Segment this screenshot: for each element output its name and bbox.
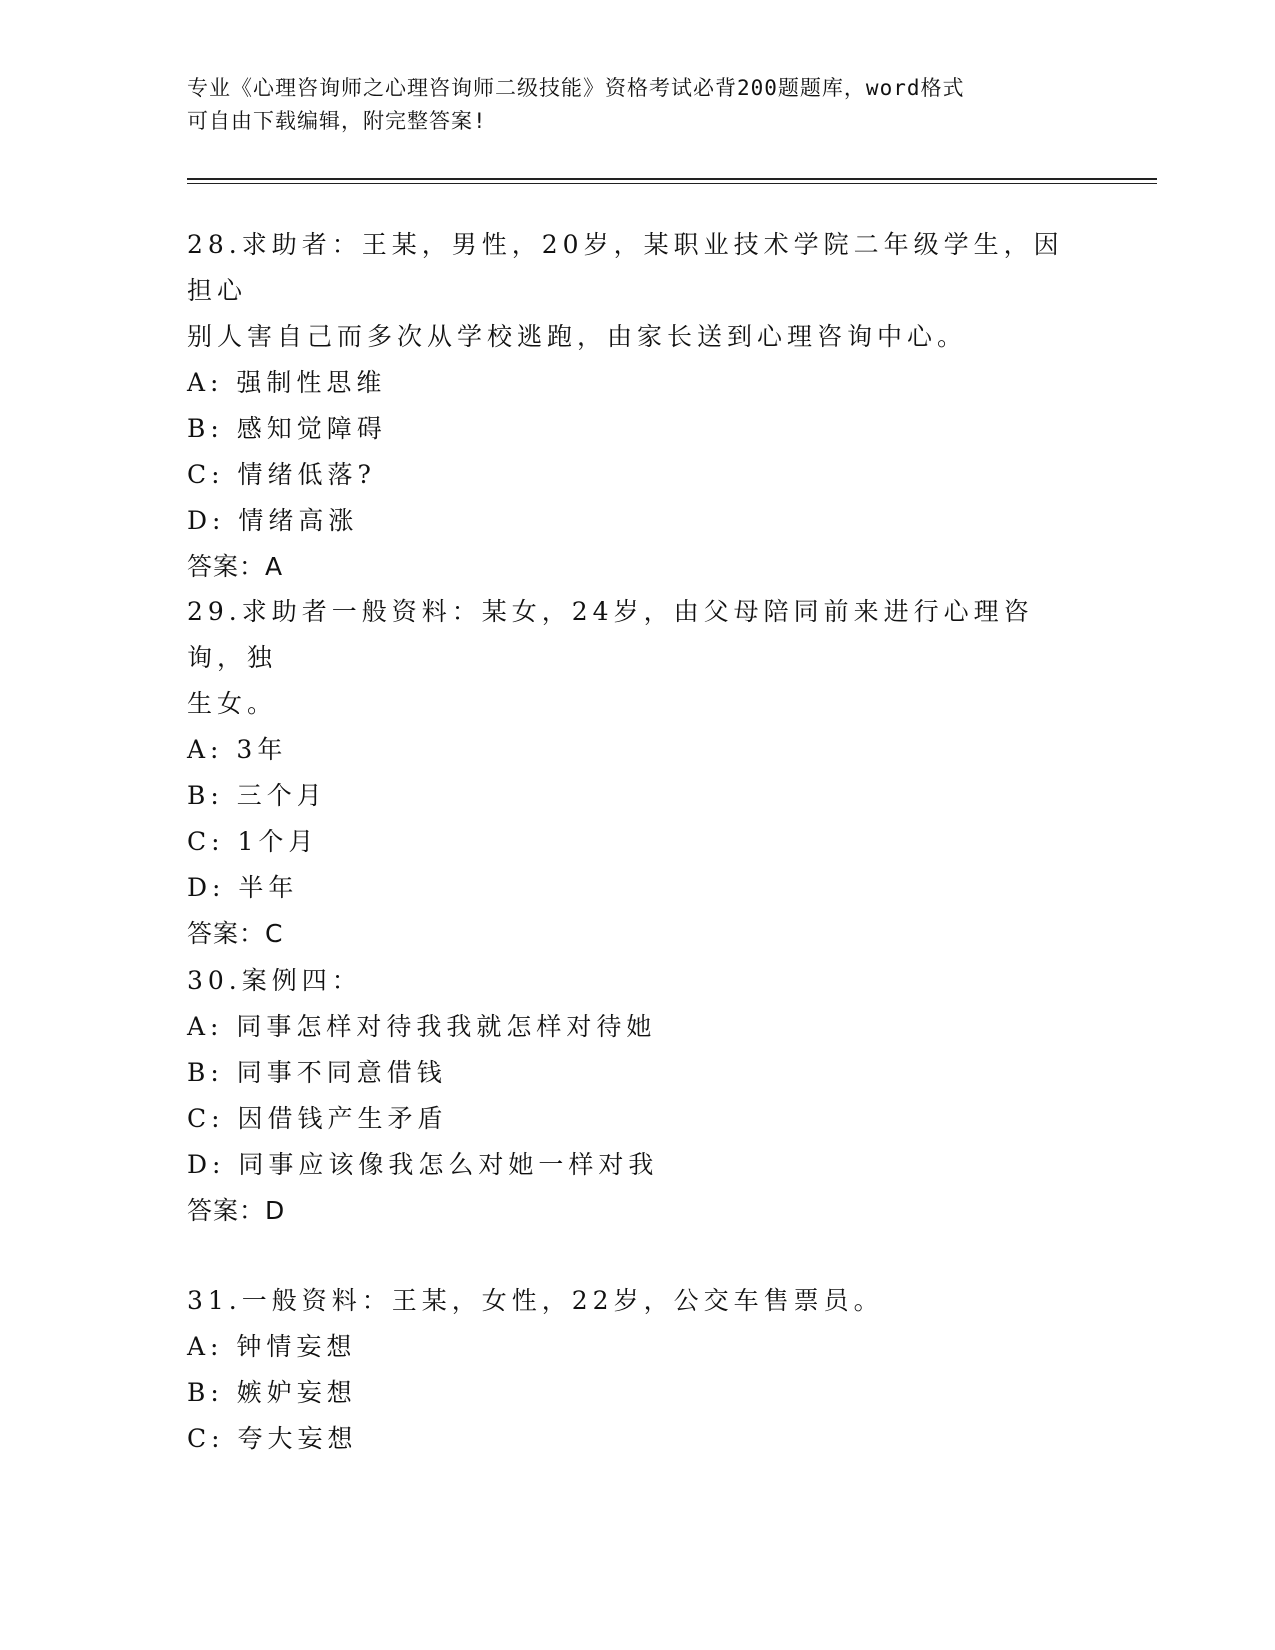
- option-c: C: 情绪低落?: [187, 460, 376, 489]
- question-30: [187, 958, 1087, 1234]
- header-divider: [187, 178, 1157, 184]
- option-d: D: 同事应该像我怎么对她一样对我: [187, 1150, 659, 1179]
- option-b: B: 感知觉障碍: [187, 414, 387, 443]
- option-d: D: 情绪高涨: [187, 506, 359, 535]
- answer-line: 答案：A: [187, 552, 284, 581]
- option-d: D: 半年: [187, 873, 299, 902]
- question-28: [187, 222, 1087, 590]
- option-c: C: 1个月: [187, 827, 319, 856]
- option-a: A: 强制性思维: [187, 368, 387, 397]
- option-a: A: 同事怎样对待我我就怎样对待她: [187, 1012, 657, 1041]
- question-stem-line: 28.求助者：王某，男性，20岁，某职业技术学院二年级学生，因担心: [187, 230, 1064, 305]
- question-stem-line: 31.一般资料：王某，女性，22岁，公交车售票员。: [187, 1286, 884, 1315]
- question-stem-line: 29.求助者一般资料：某女，24岁，由父母陪同前来进行心理咨询，独: [187, 597, 1034, 672]
- option-c: C: 夸大妄想: [187, 1424, 358, 1453]
- question-29: [187, 589, 1087, 957]
- document-header: [187, 72, 1087, 138]
- option-b: B: 三个月: [187, 781, 327, 810]
- question-stem-line: 30.案例四：: [187, 966, 362, 995]
- option-b: B: 嫉妒妄想: [187, 1378, 357, 1407]
- question-stem-line: 生女。: [187, 689, 278, 718]
- option-b: B: 同事不同意借钱: [187, 1058, 447, 1087]
- option-c: C: 因借钱产生矛盾: [187, 1104, 448, 1133]
- header-line-2: 可自由下载编辑，附完整答案!: [187, 109, 487, 133]
- option-a: A: 3年: [187, 735, 288, 764]
- header-line-1: 专业《心理咨询师之心理咨询师二级技能》资格考试必背200题题库，word格式: [187, 76, 965, 100]
- question-31: [187, 1278, 1087, 1462]
- answer-line: 答案：C: [187, 919, 284, 948]
- question-stem-line: 别人害自己而多次从学校逃跑，由家长送到心理咨询中心。: [187, 322, 968, 351]
- option-a: A: 钟情妄想: [187, 1332, 357, 1361]
- answer-line: 答案：D: [187, 1196, 286, 1225]
